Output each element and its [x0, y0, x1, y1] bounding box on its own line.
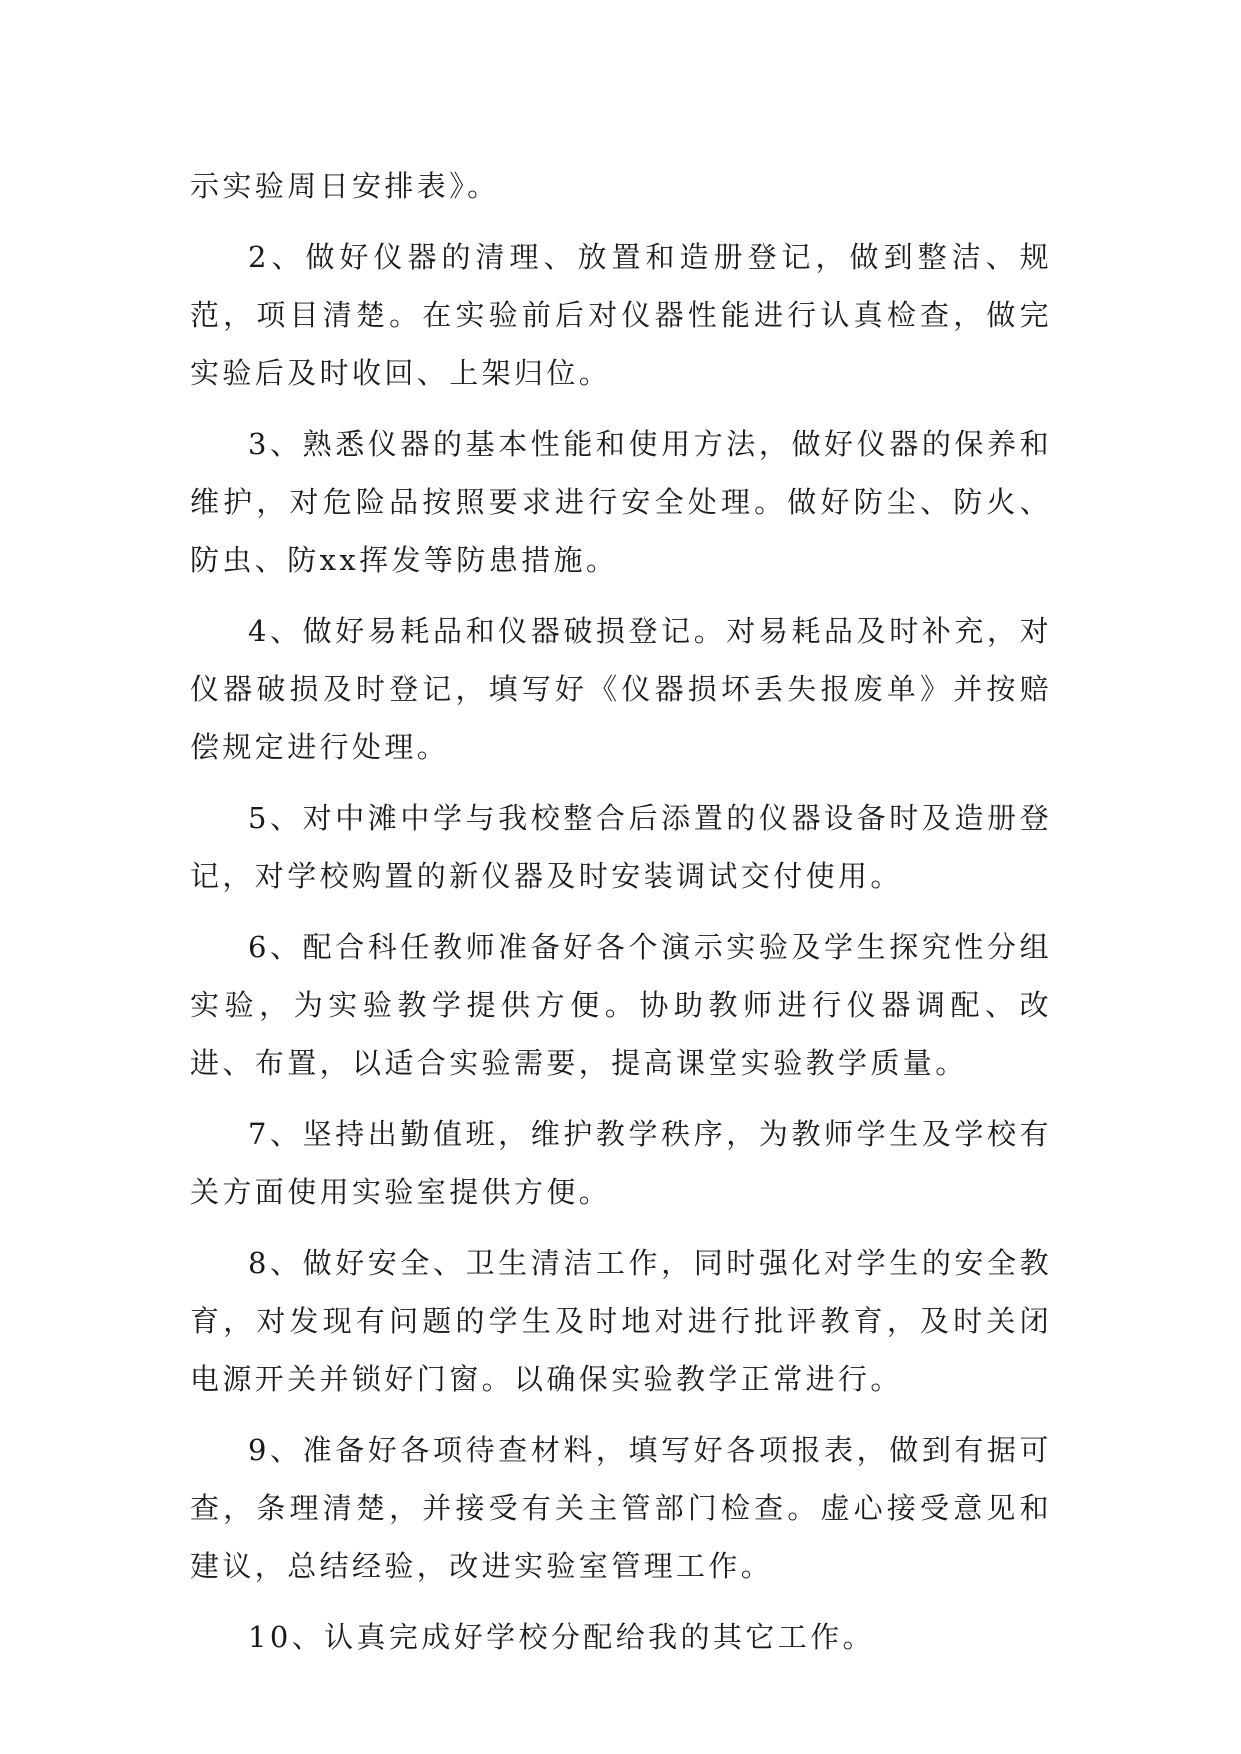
paragraph-item-5: 5、对中滩中学与我校整合后添置的仪器设备时及造册登记，对学校购置的新仪器及时安装调试交付使用。 — [190, 801, 1052, 893]
paragraph-item-10: 10、认真完成好学校分配给我的其它工作。 — [248, 1620, 875, 1654]
paragraph-continuation: 示实验周日安排表》。 — [190, 169, 500, 203]
paragraph-item-4: 4、做好易耗品和仪器破损登记。对易耗品及时补充，对仪器破损及时登记，填写好《仪器损坏丢失报废单》并按赔偿规定进行处理。 — [190, 614, 1052, 764]
paragraph-item-6: 6、配合科任教师准备好各个演示实验及学生探究性分组实验，为实验教学提供方便。协助教师进行仪器调配、改进、布置，以适合实验需要，提高课堂实验教学质量。 — [190, 930, 1052, 1080]
paragraph-item-8: 8、做好安全、卫生清洁工作，同时强化对学生的安全教育，对发现有问题的学生及时地对进行批评教育，及时关闭电源开关并锁好门窗。以确保实验教学正常进行。 — [190, 1246, 1052, 1396]
paragraph-item-2: 2、做好仪器的清理、放置和造册登记，做到整洁、规范，项目清楚。在实验前后对仪器性能进行认真检查，做完实验后及时收回、上架归位。 — [190, 240, 1052, 390]
paragraph-item-3: 3、熟悉仪器的基本性能和使用方法，做好仪器的保养和维护，对危险品按照要求进行安全处理。做好防尘、防火、防虫、防xx挥发等防患措施。 — [190, 427, 1052, 577]
paragraph-item-9: 9、准备好各项待查材料，填写好各项报表，做到有据可查，条理清楚，并接受有关主管部门检查。虚心接受意见和建议，总结经验，改进实验室管理工作。 — [190, 1433, 1052, 1583]
paragraph-item-7: 7、坚持出勤值班，维护教学秩序，为教师学生及学校有关方面使用实验室提供方便。 — [190, 1117, 1052, 1209]
document-body — [190, 157, 1052, 1679]
